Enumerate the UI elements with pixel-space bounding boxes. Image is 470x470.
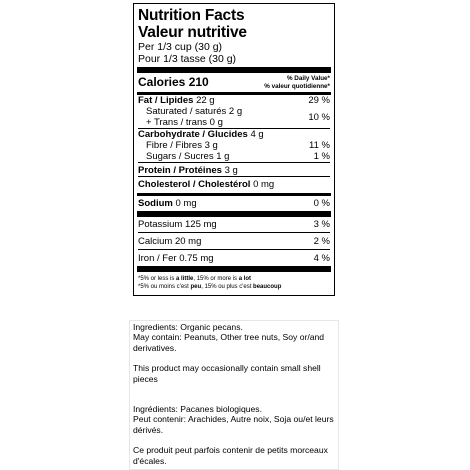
potassium-amount: 125 mg — [185, 219, 217, 230]
cholesterol-label: Cholesterol / Cholestérol — [138, 179, 251, 190]
fat-dv: 29 % — [308, 95, 330, 106]
calcium-label: Calcium — [138, 236, 173, 247]
footnote-en-part: *5% or less is — [138, 276, 177, 282]
nutrition-facts-panel — [133, 3, 335, 296]
calories-value: 210 — [188, 75, 209, 89]
thick-rule — [137, 67, 331, 73]
fat-row — [138, 95, 330, 106]
daily-value-header — [264, 75, 330, 90]
calcium-dv: 2 % — [313, 236, 330, 247]
carbohydrate-row — [138, 128, 330, 140]
iron-dv: 4 % — [313, 253, 330, 264]
footnote-fr-part2: , 15% ou plus c'est — [201, 284, 254, 290]
calories-row — [138, 74, 330, 91]
potassium-label: Potassium — [138, 219, 183, 230]
title-french: Valeur nutritive — [138, 24, 247, 41]
footnote — [138, 272, 330, 291]
sodium-amount: 0 mg — [175, 198, 197, 209]
serving-size-english: Per 1/3 cup (30 g) — [138, 41, 223, 53]
footnote-fr-part: *5% ou moins c'est — [138, 284, 191, 290]
may-contain-english: May contain: Peanuts, Other tree nuts, Soy or/and derivatives. — [133, 332, 325, 353]
carbohydrate-amount: 4 g — [250, 129, 264, 140]
sugars-amount: 1 g — [216, 151, 230, 162]
footnote-fr-peu: peu — [190, 284, 202, 290]
footnote-french — [138, 283, 330, 291]
potassium-row — [138, 217, 330, 232]
trans-label: + Trans / trans — [146, 117, 207, 128]
footnote-en-a-little: a little — [176, 276, 194, 282]
ingredients-box — [129, 320, 339, 470]
iron-amount: 0.75 mg — [179, 253, 214, 264]
fibre-row — [138, 140, 330, 151]
carbohydrate-label: Carbohydrate / Glucides — [138, 129, 248, 140]
fibre-amount: 3 g — [204, 140, 218, 151]
fat-sub-group — [138, 106, 330, 128]
sodium-dv: 0 % — [313, 198, 330, 209]
serving-size-french: Pour 1/3 tasse (30 g) — [138, 53, 237, 65]
iron-label: Iron / Fer — [138, 253, 177, 264]
fibre-dv: 11 % — [309, 140, 330, 151]
saturated-amount: 2 g — [228, 106, 243, 117]
cholesterol-row — [138, 176, 330, 192]
daily-value-english: % Daily Value* — [286, 75, 330, 82]
fat-amount: 22 g — [196, 95, 215, 106]
calcium-row — [138, 232, 330, 249]
protein-label: Protein / Protéines — [138, 165, 222, 176]
calories-label: Calories — [138, 75, 186, 89]
saturated-label: Saturated / saturés — [146, 106, 227, 117]
footnote-en-part2: , 15% or more is — [193, 276, 239, 282]
saturated-trans-dv: 10 % — [308, 111, 330, 123]
fibre-label: Fibre / Fibres — [146, 140, 202, 151]
trans-amount: 0 g — [209, 117, 223, 128]
potassium-dv: 3 % — [313, 219, 330, 230]
ingredients-french: Ingrédients: Pacanes biologiques. — [133, 404, 262, 415]
sugars-row — [138, 151, 330, 162]
may-contain-french: Peut contenir: Arachides, Autre noix, Soja ou/et leurs dérivés. — [133, 414, 334, 435]
shell-warning-french: Ce produit peut parfois contenir de petits morceaux d'écales. — [133, 445, 328, 466]
sugars-label: Sugars / Sucres — [146, 151, 214, 162]
footnote-english — [138, 275, 330, 283]
fat-label: Fat / Lipides — [138, 95, 194, 106]
title-english: Nutrition Facts — [138, 7, 245, 24]
cholesterol-amount: 0 mg — [253, 179, 275, 190]
sodium-label: Sodium — [138, 198, 173, 209]
footnote-fr-beaucoup: beaucoup — [253, 284, 282, 290]
sodium-row — [138, 196, 330, 211]
footnote-en-a-lot: a lot — [238, 276, 252, 282]
protein-amount: 3 g — [224, 165, 238, 176]
calcium-amount: 20 mg — [174, 236, 202, 247]
iron-row — [138, 249, 330, 266]
shell-warning-english: This product may occasionally contain small shell pieces — [133, 363, 321, 384]
protein-row — [138, 162, 330, 176]
ingredients-english: Ingredients: Organic pecans. — [133, 322, 243, 332]
daily-value-french: % valeur quotidienne* — [264, 82, 330, 90]
sugars-dv: 1 % — [313, 151, 330, 162]
